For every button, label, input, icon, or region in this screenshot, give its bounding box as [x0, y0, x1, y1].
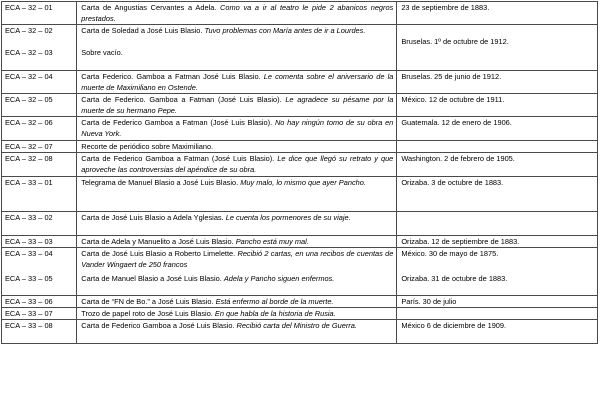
- table-row: [2, 296, 598, 308]
- item-description: Carta de Federico Gamboa a Fatman (José Luis Blasio). No hay ningún tomo de su obra en Nueva York.: [77, 117, 397, 141]
- item-code: ECA – 32 – 08: [2, 153, 77, 177]
- table-row: [2, 212, 598, 236]
- item-description: Recorte de periódico sobre Maximiliano.: [77, 141, 397, 153]
- item-description: Carta de José Luis Blasio a Adela Yglesias. Le cuenta los pormenores de su viaje.: [77, 212, 397, 236]
- item-description: Carta de Soledad a José Luis Blasio. Tuvo problemas con María antes de ir a Lourdes. Sobre vacío.: [77, 25, 397, 71]
- table-row: [2, 141, 598, 153]
- item-description: Carta de Federico Gamboa a José Luis Blasio. Recibió carta del Ministro de Guerra.: [77, 320, 397, 344]
- table-row: [2, 25, 598, 71]
- item-date: México. 12 de octubre de 1911.: [397, 94, 598, 117]
- item-date: Orizaba. 12 de septiembre de 1883.: [397, 236, 598, 248]
- table-row: [2, 320, 598, 344]
- item-code: ECA – 32 – 01: [2, 2, 77, 25]
- item-date: [397, 308, 598, 320]
- item-description: Carta de Adela y Manuelito a José Luis Blasio. Pancho está muy mal.: [77, 236, 397, 248]
- item-description: Trozo de papel roto de José Luis Blasio. En que habla de la historia de Rusia.: [77, 308, 397, 320]
- item-code: ECA – 32 – 05: [2, 94, 77, 117]
- item-date: Bruselas. 1º de octubre de 1912.: [397, 25, 598, 71]
- item-date: [397, 212, 598, 236]
- item-code: ECA – 33 – 07: [2, 308, 77, 320]
- item-description: Carta Federico. Gamboa a Fatman José Luis Blasio. Le comenta sobre el aniversario de la muerte de Maximiliano en Ostende.: [77, 71, 397, 94]
- item-date: Washington. 2 de febrero de 1905.: [397, 153, 598, 177]
- item-code: ECA – 33 – 03: [2, 236, 77, 248]
- table-row: [2, 94, 598, 117]
- item-code: ECA – 32 – 02 ECA – 32 – 03: [2, 25, 77, 71]
- item-code: ECA – 33 – 02: [2, 212, 77, 236]
- item-code: ECA – 32 – 04: [2, 71, 77, 94]
- item-date: Orizaba. 3 de octubre de 1883.: [397, 177, 598, 212]
- item-code: ECA – 33 – 01: [2, 177, 77, 212]
- table-row: [2, 2, 598, 25]
- item-code: ECA – 33 – 08: [2, 320, 77, 344]
- catalog-table: [1, 1, 598, 344]
- item-description: Carta de José Luis Blasio a Roberto Limelette. Recibió 2 cartas, en una recibos de cuentas de Vander Wingaert de 250 francos Carta de Manuel Blasio a José Luis Blasio. Adela y Pancho siguen enfermos.: [77, 248, 397, 296]
- item-description: Carta de Angustias Cervantes a Adela. Como va a ir al teatro le pide 2 abanicos negros prestados.: [77, 2, 397, 25]
- item-date: México 6 de diciembre de 1909.: [397, 320, 598, 344]
- item-description: Carta de Federico Gamboa a Fatman (José Luis Blasio). Le dice que llegó su retrato y que aproveche las controversias del apéndice de su obra.: [77, 153, 397, 177]
- table-row: [2, 117, 598, 141]
- item-date: 23 de septiembre de 1883.: [397, 2, 598, 25]
- item-code: ECA – 33 – 06: [2, 296, 77, 308]
- table-row: [2, 177, 598, 212]
- item-date: Guatemala. 12 de enero de 1906.: [397, 117, 598, 141]
- item-description: Telegrama de Manuel Blasio a José Luis Blasio. Muy malo, lo mismo que ayer Pancho.: [77, 177, 397, 212]
- item-code: ECA – 32 – 07: [2, 141, 77, 153]
- item-date: Bruselas. 25 de junio de 1912.: [397, 71, 598, 94]
- item-code: ECA – 32 – 06: [2, 117, 77, 141]
- item-description: Carta de “FN de Bo.” a José Luis Blasio. Está enfermo al borde de la muerte.: [77, 296, 397, 308]
- item-date: [397, 141, 598, 153]
- item-code: ECA – 33 – 04 ECA – 33 – 05: [2, 248, 77, 296]
- table-row: [2, 153, 598, 177]
- item-date: París. 30 de julio: [397, 296, 598, 308]
- table-row: [2, 236, 598, 248]
- table-row: [2, 248, 598, 296]
- table-row: [2, 71, 598, 94]
- item-date: México. 30 de mayo de 1875. Orizaba. 31 de octubre de 1883.: [397, 248, 598, 296]
- item-description: Carta de Federico. Gamboa a Fatman (José Luis Blasio). Le agradece su pésame por la muerte de su hermano Pepe.: [77, 94, 397, 117]
- table-row: [2, 308, 598, 320]
